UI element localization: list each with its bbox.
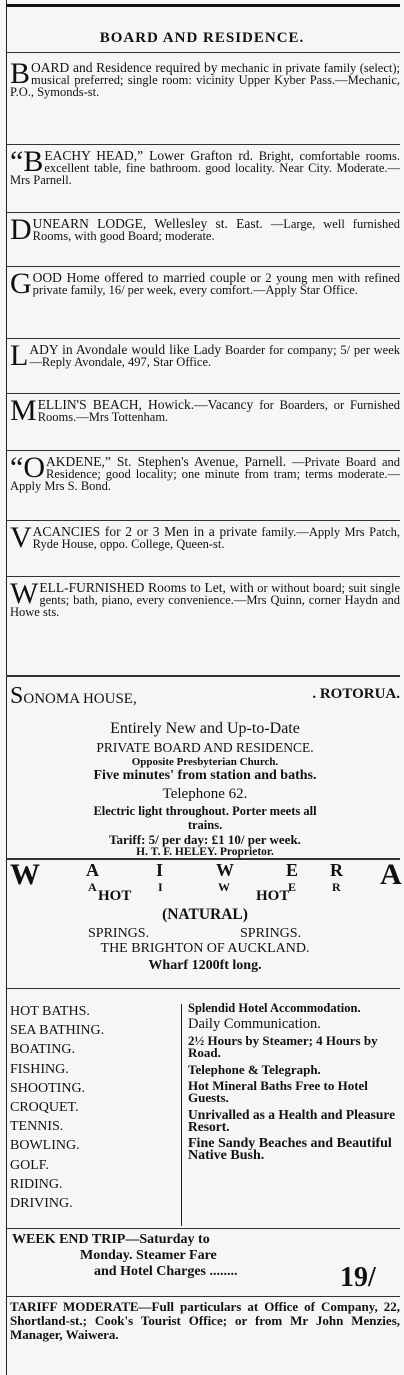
ad-divider	[6, 520, 400, 521]
banner-letter: I	[156, 860, 164, 880]
sonoma-line: Electric light throughout. Porter meets all	[93, 804, 317, 818]
ad-divider	[6, 212, 400, 213]
waiwera-banner	[10, 858, 400, 898]
ad-text: for Boarders, or Furnished Rooms.—Mrs Tottenham.	[37, 398, 401, 424]
ad-text: or 2 young men with refined private family, 16/ per week, every comfort.—Apply Star Office.	[32, 271, 400, 297]
ad-lady-avondale	[10, 339, 401, 372]
section-heading: BOARD AND RESIDENCE.	[99, 30, 305, 46]
list-item: Splendid Hotel Accommodation.	[188, 1001, 361, 1015]
drop-cap: “B	[10, 145, 44, 178]
banner-letter: E	[286, 860, 299, 880]
wharf: Wharf 1200ft long.	[148, 958, 262, 973]
ad-first-line: OOD Home offered to married couple	[32, 270, 246, 285]
banner-letter-small: E	[288, 880, 297, 894]
drop-cap: S	[10, 683, 24, 709]
sonoma-line: H. T. F. HELEY. Proprietor.	[136, 846, 274, 858]
ad-first-line: AKDENE,” St. Stephen's Avenue, Parnell.	[45, 454, 287, 469]
springs-left: SPRINGS.	[88, 926, 150, 941]
ad-divider	[6, 393, 400, 394]
ad-text: —Large, well furnished Rooms, with good Board; moderate.	[32, 217, 401, 243]
brighton: THE BRIGHTON OF AUCKLAND.	[100, 941, 310, 956]
ad-text: family.—Apply Mrs Patch, Ryde House, oppo. College, Queen-st.	[32, 525, 401, 551]
drop-cap: L	[10, 339, 29, 372]
ad-board-and-residence	[10, 57, 400, 99]
ad-mellins-beach	[10, 394, 401, 427]
list-item: CROQUET.	[10, 1100, 79, 1116]
ad-text: mechanic in private family (select); musical preferred; single room: vicinity Upper Kyber Pass.—Mechanic, P.O., Symonds-st.	[10, 61, 400, 99]
list-item: FISHING.	[10, 1061, 69, 1077]
hot-left: HOT	[98, 888, 132, 904]
weekend-line: and Hotel Charges ........	[94, 1264, 238, 1279]
list-item: TENNIS.	[10, 1119, 64, 1135]
ad-first-line: ELLIN'S BEACH, Howick.—Vacancy	[37, 397, 254, 412]
ad-first-line: OARD and Residence required by	[31, 60, 218, 75]
list-item: BOWLING.	[10, 1138, 80, 1154]
sonoma-line: Five minutes' from station and baths.	[93, 768, 317, 783]
list-item: SEA BATHING.	[10, 1023, 105, 1039]
heading-rule	[6, 52, 400, 53]
ad-vacancies	[10, 521, 401, 554]
list-item: DRIVING.	[10, 1196, 73, 1212]
sonoma-name-rest: ONOMA HOUSE,	[23, 691, 137, 707]
banner-letter: W	[10, 858, 40, 891]
springs-right: SPRINGS.	[240, 926, 302, 941]
ad-divider	[6, 266, 400, 267]
ad-first-line: ELL-FURNISHED Rooms to Let, with	[39, 580, 254, 595]
ad-text: or without board; suit single gents; bath, piano, every convenience.—Mrs Quinn, corner Haydn and Howe sts.	[10, 581, 401, 619]
tariff-text: TARIFF MODERATE—Full particulars at Office of Company, 22, Shortland-st.; Cook's Tourist Office; or from Mr John Menzies, Manager, Waiwera.	[10, 1299, 400, 1342]
ad-text: —Private Board and Residence; good locality; one minute from tram; terms moderate.—Apply Mrs S. Bond.	[10, 455, 400, 493]
list-item: SHOOTING.	[10, 1080, 86, 1096]
column-divider	[181, 1004, 182, 1226]
list-item: Fine Sandy Beaches and Beautiful Native Bush.	[188, 1135, 392, 1164]
banner-letter-small: R	[332, 880, 341, 894]
banner-letter-small: W	[218, 880, 230, 894]
list-item: BOATING.	[10, 1042, 75, 1058]
hot-right: HOT	[256, 888, 290, 904]
sonoma-name	[10, 683, 137, 709]
ad-text: Bright, comfortable rooms. excellent table, fine bathroom. good locality. Near City. Moderate.—Mrs Parnell.	[10, 149, 400, 187]
drop-cap: M	[10, 394, 37, 427]
banner-letter: A	[86, 860, 99, 880]
amenities-list	[188, 1002, 400, 1162]
banner-letter-small: A	[88, 880, 97, 894]
sonoma-header	[10, 683, 400, 709]
banner-letter: W	[216, 860, 234, 880]
drop-cap: G	[10, 267, 32, 300]
left-column-rule	[6, 0, 7, 1375]
weekend-line: WEEK END TRIP—Saturday to	[12, 1232, 210, 1247]
ad-divider	[6, 338, 400, 339]
top-rule	[6, 4, 400, 7]
sonoma-line: PRIVATE BOARD AND RESIDENCE.	[96, 740, 314, 755]
list-item: Hot Mineral Baths Free to Hotel Guests.	[188, 1078, 368, 1106]
sonoma-line: Telephone 62.	[162, 786, 248, 802]
ad-dunearn-lodge	[10, 213, 401, 246]
ad-good-home	[10, 267, 400, 300]
list-item: Telephone & Telegraph.	[188, 1061, 321, 1077]
activities-list	[10, 1002, 170, 1213]
drop-cap: V	[10, 521, 32, 554]
banner-letter: A	[380, 858, 402, 891]
weekend-price: 19/	[340, 1262, 376, 1293]
sonoma-line: trains.	[187, 818, 223, 832]
sonoma-place: . ROTORUA.	[312, 686, 400, 702]
ad-divider	[6, 450, 400, 451]
banner-letter-small: I	[158, 880, 163, 894]
list-item: Unrivalled as a Health and Pleasure Resort.	[188, 1106, 396, 1135]
list-item: GOLF.	[10, 1157, 49, 1173]
list-item: RIDING.	[10, 1176, 63, 1192]
ad-text: Boarder for company; 5/ per week—Reply Avondale, 497, Star Office.	[29, 343, 401, 369]
ad-oakdene	[10, 451, 400, 493]
drop-cap: W	[10, 577, 39, 610]
drop-cap: “O	[10, 451, 45, 484]
drop-cap: B	[10, 57, 31, 90]
ad-first-line: EACHY HEAD,” Lower Grafton rd.	[44, 148, 253, 163]
list-item: 2½ Hours by Steamer; 4 Hours by Road.	[188, 1032, 378, 1061]
ad-first-line: UNEARN LODGE, Wellesley st. East.	[32, 216, 263, 231]
list-item: HOT BATHS.	[10, 1004, 90, 1019]
sonoma-line: Entirely New and Up-to-Date	[110, 720, 300, 737]
banner-letter: R	[330, 860, 343, 880]
ad-divider	[6, 1228, 400, 1229]
natural: (NATURAL)	[162, 906, 248, 923]
ad-beachy-head	[10, 145, 400, 187]
list-item: Daily Communication.	[188, 1016, 321, 1033]
ad-first-line: ADY in Avondale would like Lady	[29, 342, 222, 357]
ad-divider	[6, 144, 400, 145]
drop-cap: D	[10, 213, 32, 246]
weekend-charges: and Hotel Charges	[94, 1264, 206, 1279]
weekend-line: Monday. Steamer Fare	[80, 1248, 217, 1263]
sonoma-line: Tariff: 5/ per day: £1 10/ per week.	[109, 832, 301, 847]
ad-well-furnished	[10, 577, 401, 619]
ad-divider	[6, 1296, 400, 1297]
sonoma-line: Opposite Presbyterian Church.	[131, 756, 279, 768]
ad-divider	[6, 675, 400, 677]
ad-first-line: ACANCIES for 2 or 3 Men in a private	[32, 524, 257, 539]
ad-divider	[6, 576, 400, 577]
ad-divider	[6, 988, 400, 989]
